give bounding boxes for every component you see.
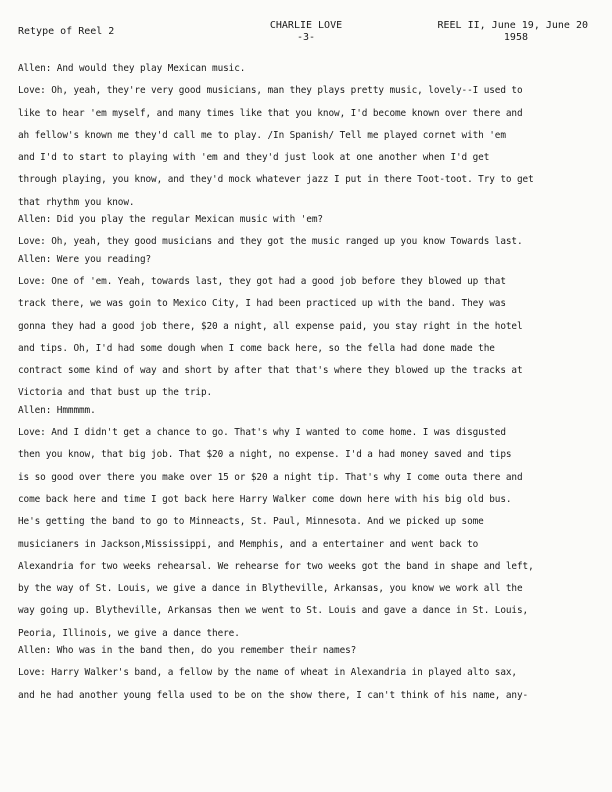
transcript-line: Love: One of 'em. Yeah, towards last, they got had a good job before they blowed up that xyxy=(18,275,506,287)
transcript-line: through playing, you know, and they'd mock whatever jazz I put in there Toot-toot. Try to get xyxy=(18,174,534,186)
transcript-line: Love: Oh, yeah, they good musicians and they got the music ranged up you know Towards last. xyxy=(18,236,523,248)
header-date-block xyxy=(437,20,588,44)
header-title: CHARLIE LOVE xyxy=(269,20,343,31)
transcript-line: and I'd to start to playing with 'em and they'd just look at one another when I'd get xyxy=(18,152,490,164)
transcript-line: and tips. Oh, I'd had some dough when I come back here, so the fella had done made the xyxy=(18,342,495,354)
transcript-line: Peoria, Illinois, we give a dance there. xyxy=(18,627,240,639)
transcript-line: Allen: Were you reading? xyxy=(18,253,152,265)
transcript-line: contract some kind of way and short by after that that's where they blowed up the tracks at xyxy=(18,365,523,377)
transcript-line: ah fellow's known me they'd call me to play. /In Spanish/ Tell me played cornet with 'em xyxy=(18,129,506,141)
transcript-line: come back here and time I got back here Harry Walker come down here with his big old bus. xyxy=(18,493,512,505)
transcript-line: then you know, that big job. That $20 a night, no expense. I'd a had money saved and tips xyxy=(18,449,512,461)
transcript-line: that rhythm you know. xyxy=(18,196,135,208)
transcript-line: is so good over there you make over 15 or $20 a night tip. That's why I come outa there and xyxy=(18,471,523,483)
transcript-line: Love: And I didn't get a chance to go. That's why I wanted to come home. I was disgusted xyxy=(18,427,506,439)
transcript-line: by the way of St. Louis, we give a dance in Blytheville, Arkansas, you know we work all the xyxy=(18,583,523,595)
transcript-line: Allen: Who was in the band then, do you remember their names? xyxy=(18,645,357,657)
transcript-line: musicianers in Jackson,Mississippi, and Memphis, and a entertainer and went back to xyxy=(18,538,479,550)
transcript-body xyxy=(18,60,598,704)
transcript-line: Love: Harry Walker's band, a fellow by the name of wheat in Alexandria in played alto sax, xyxy=(18,667,517,679)
transcript-line: Alexandria for two weeks rehearsal. We rehearse for two weeks got the band in shape and left, xyxy=(18,560,534,572)
transcript-line: He's getting the band to go to Minneacts, St. Paul, Minnesota. And we picked up some xyxy=(18,516,484,528)
transcript-line: Allen: And would they play Mexican music. xyxy=(18,63,246,74)
header-reel-label: Retype of Reel 2 xyxy=(18,26,115,37)
transcript-line: Victoria and that bust up the trip. xyxy=(18,387,213,399)
transcript-line: track there, we was goin to Mexico City, I had been practiced up with the band. They was xyxy=(18,298,506,310)
transcript-line: Love: Oh, yeah, they're very good musicians, man they plays pretty music, lovely--I used to xyxy=(18,85,523,97)
transcript-line: Allen: Did you play the regular Mexican music with 'em? xyxy=(18,214,323,226)
transcript-line: way going up. Blytheville, Arkansas then we went to St. Louis and gave a dance in St. Louis, xyxy=(18,605,529,617)
header-date: REEL II, June 19, June 20 xyxy=(437,20,588,31)
transcript-line: like to hear 'em myself, and many times like that you know, I'd become known over there and xyxy=(18,107,523,119)
transcript-line: gonna they had a good job there, $20 a night, all expense paid, you stay right in the hotel xyxy=(18,320,523,332)
transcript-line: and he had another young fella used to be on the show there, I can't think of his name, any- xyxy=(18,689,529,701)
transcript-line: Allen: Hmmmmm. xyxy=(18,404,96,416)
page-number: -3- xyxy=(296,32,316,43)
header-year: 1958 xyxy=(503,32,528,43)
